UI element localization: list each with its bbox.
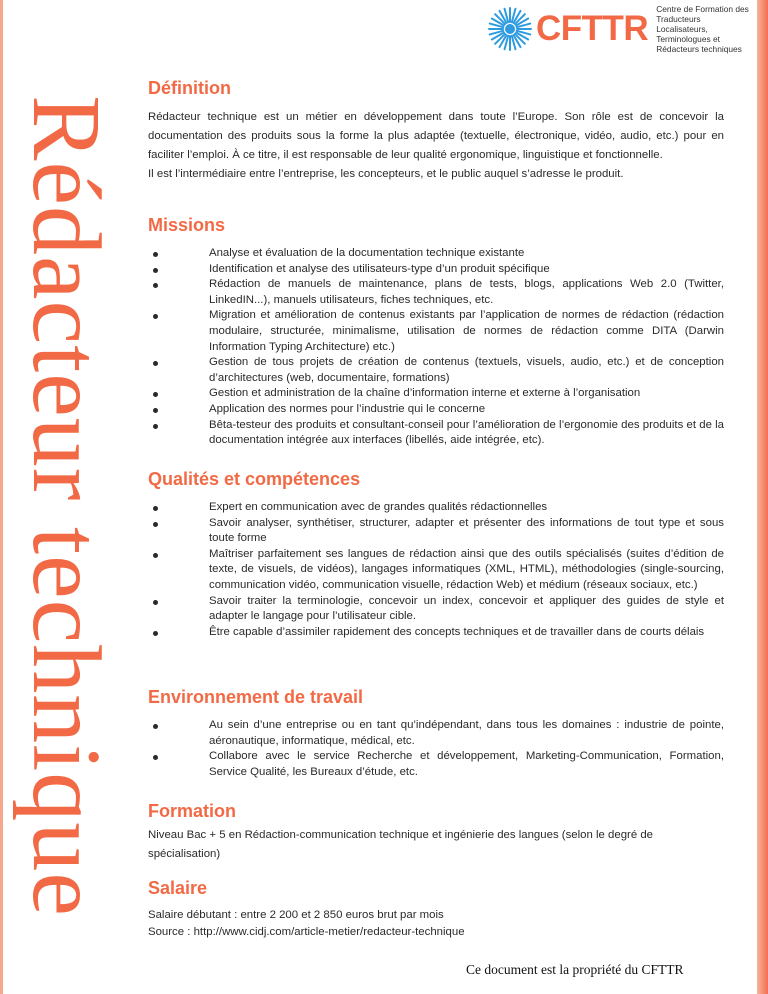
environnement-heading: Environnement de travail: [148, 687, 364, 707]
list-item: Collabore avec le service Recherche et développement, Marketing-Communication, Formation, Service Qualité, les Bureaux d’étude, etc.: [148, 749, 724, 780]
logo-subtitle-line: Centre de Formation des: [656, 4, 749, 14]
section-salaire: [148, 878, 724, 941]
list-item: Gestion de tous projets de création de contenus (textuels, visuels, audio, etc.) et de conception d’architectures (web, documentaire, formations): [148, 355, 724, 386]
list-item: Bêta-testeur des produits et consultant-conseil pour l’amélioration de l’ergonomie des produits et de la documentation intégrée aux interfaces (libellés, aide intégrée, etc).: [148, 418, 724, 449]
side-title-text: Rédacteur technique: [12, 95, 121, 917]
qualites-list: [148, 500, 724, 640]
salaire-heading: Salaire: [148, 878, 208, 898]
list-item: Savoir analyser, synthétiser, structurer, adapter et présenter des informations de tout type et sous toute forme: [148, 516, 724, 547]
definition-heading: Définition: [148, 78, 231, 98]
list-item: Analyse et évaluation de la documentation technique existante: [148, 246, 724, 262]
list-item: Rédaction de manuels de maintenance, plans de tests, blogs, applications Web 2.0 (Twitter, LinkedIN...), manuels utilisateurs, fiches techniques, etc.: [148, 277, 724, 308]
list-item: Savoir traiter la terminologie, concevoir un index, concevoir et appliquer des guides de style et adapter le langage pour l’utilisateur cible.: [148, 594, 724, 625]
formation-text: Niveau Bac + 5 en Rédaction-communication technique et ingénierie des langues (selon le degré de spécialisation): [148, 829, 653, 860]
salaire-line: Salaire débutant : entre 2 200 et 2 850 euros brut par mois: [148, 909, 444, 921]
definition-paragraph: Il est l’intermédiaire entre l’entreprise, les concepteurs, et le public auquel s’adresse le produit.: [148, 168, 624, 180]
section-missions: [148, 215, 724, 449]
footer-ownership: Ce document est la propriété du CFTTR: [466, 962, 684, 977]
list-item: Au sein d’une entreprise ou en tant qu’indépendant, dans tous les domaines : industrie de pointe, aéronautique, informatique, médical, etc.: [148, 718, 724, 749]
list-item: Migration et amélioration de contenus existants par l’application de normes de rédaction (rédaction modulaire, structurée, minimalisme, utilisation de normes de rédaction comme DITA (Darwin Information Typing Architecture) etc.): [148, 308, 724, 355]
salaire-source-line: Source : http://www.cidj.com/article-metier/redacteur-technique: [148, 926, 465, 938]
list-item: Maîtriser parfaitement ses langues de rédaction ainsi que des outils spécialisés (suites d’édition de texte, de visuels, de vidéos), langages informatiques (XML, HTML), méthodologies (single-sourcing, communication vidéo, communication visuelle, rédaction Web) et médium (réseaux sociaux, etc.): [148, 547, 724, 594]
starburst-logo-icon: [488, 7, 532, 51]
section-environnement: [148, 687, 724, 780]
list-item: Expert en communication avec de grandes qualités rédactionnelles: [148, 500, 724, 516]
section-definition: [148, 78, 724, 184]
missions-list: [148, 246, 724, 449]
left-accent-bar: [0, 0, 3, 994]
formation-heading: Formation: [148, 801, 236, 821]
side-title: [10, 86, 122, 926]
qualites-heading: Qualités et compétences: [148, 469, 361, 489]
list-item: Identification et analyse des utilisateurs-type d’un produit spécifique: [148, 262, 724, 278]
section-qualites: [148, 469, 724, 640]
logo-name: CFTTR: [536, 9, 649, 48]
logo-subtitle-line: Rédacteurs techniques: [656, 44, 742, 54]
cfttr-logo: [488, 6, 752, 52]
logo-subtitle: [656, 4, 752, 54]
definition-paragraph: Rédacteur technique est un métier en développement dans toute l’Europe. Son rôle est de concevoir la documentation des produits sous la forme la plus adaptée (textuelle, électronique, vidéo, audio, etc.) pour en faciliter l’emploi. À ce titre, il est responsable de leur qualité ergonomique, linguistique et fonctionnelle.: [148, 111, 724, 161]
missions-heading: Missions: [148, 215, 226, 235]
section-formation: [148, 801, 724, 864]
right-accent-bar: [757, 0, 768, 994]
environnement-list: [148, 718, 724, 780]
logo-subtitle-line: Traducteurs Localisateurs,: [656, 14, 708, 34]
logo-subtitle-line: Terminologues et: [656, 34, 720, 44]
list-item: Être capable d’assimiler rapidement des concepts techniques et de travailler dans de courts délais: [148, 625, 724, 641]
list-item: Application des normes pour l’industrie qui le concerne: [148, 402, 724, 418]
list-item: Gestion et administration de la chaîne d’information interne et externe à l’organisation: [148, 386, 724, 402]
